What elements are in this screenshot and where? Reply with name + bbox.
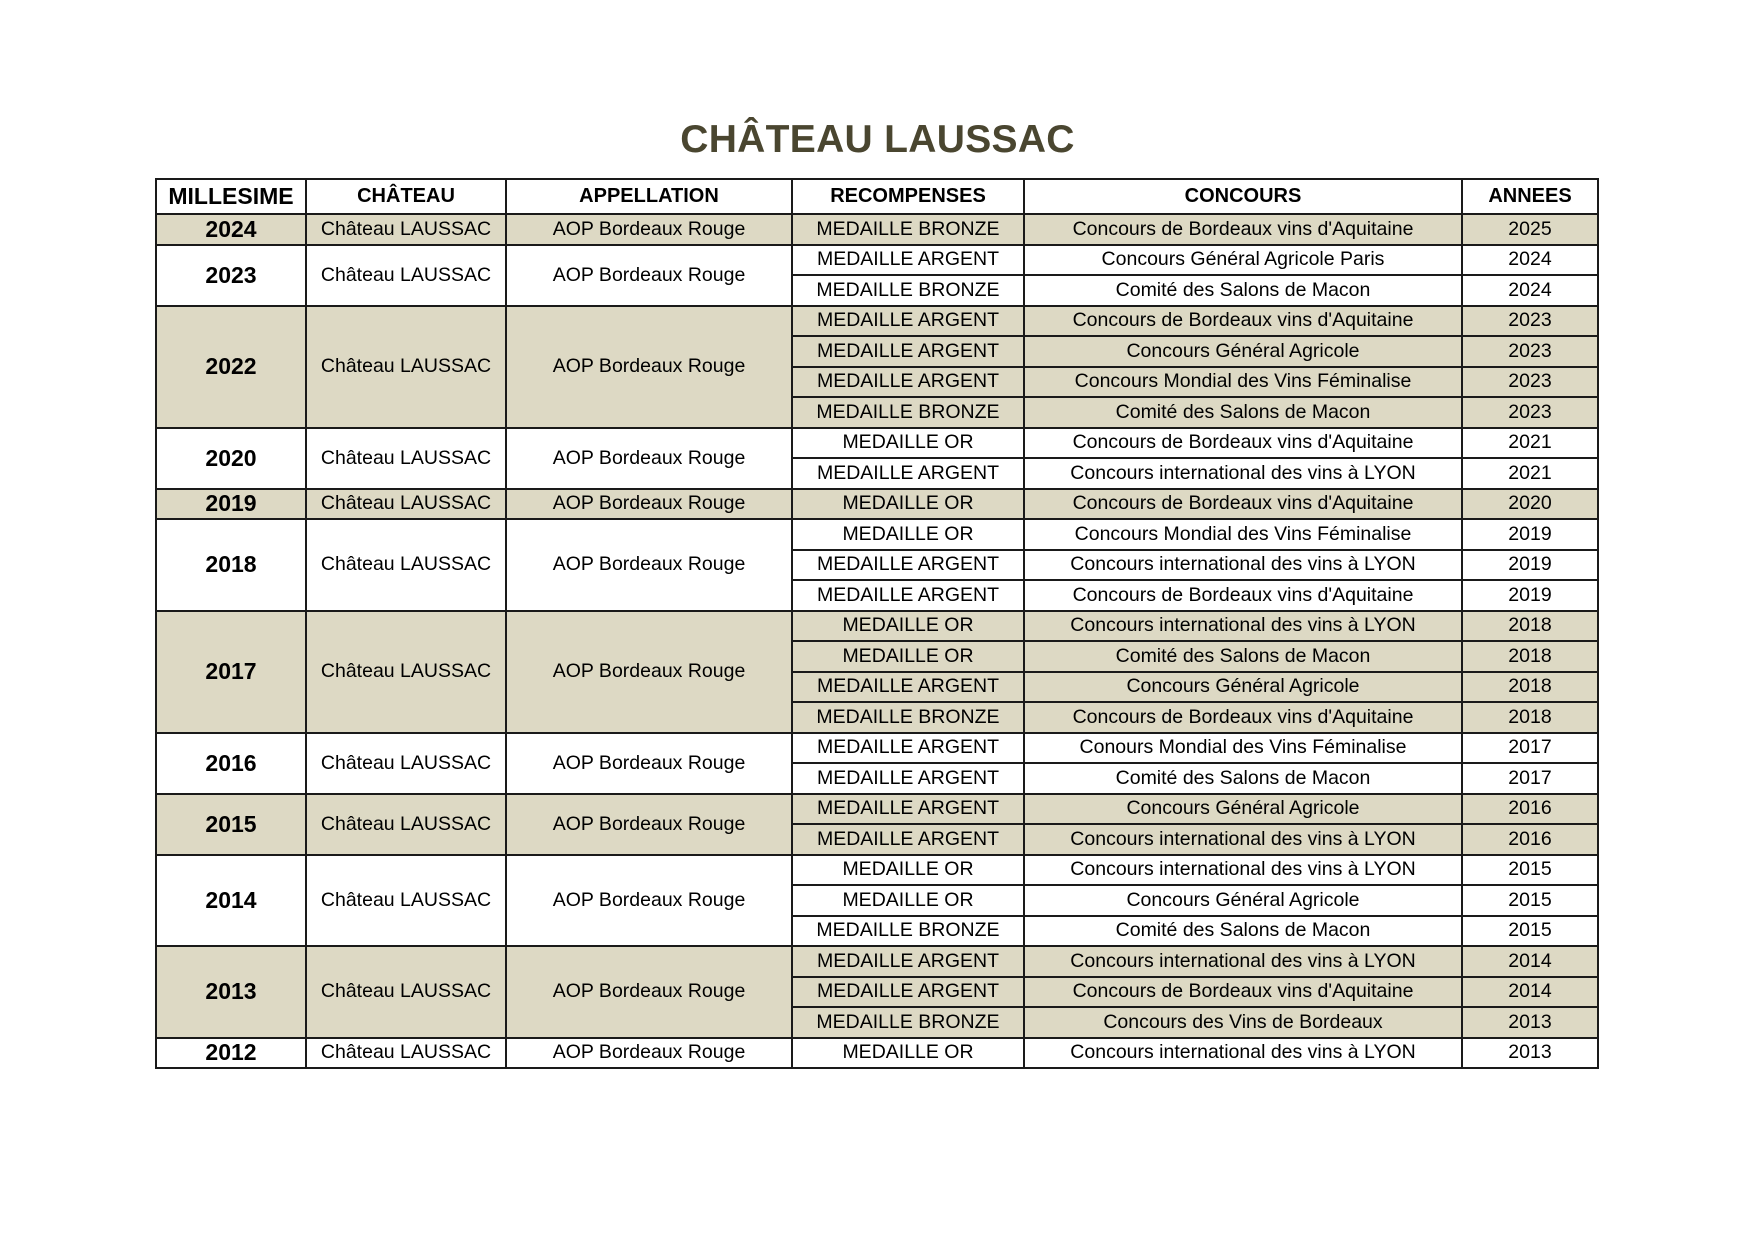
annee-cell: 2016 [1462, 794, 1598, 825]
recompense-cell: MEDAILLE ARGENT [792, 824, 1024, 855]
appellation-cell: AOP Bordeaux Rouge [506, 1038, 792, 1069]
annee-cell: 2025 [1462, 214, 1598, 245]
concours-cell: Concours international des vins à LYON [1024, 1038, 1462, 1069]
recompense-cell: MEDAILLE OR [792, 611, 1024, 642]
annee-cell: 2023 [1462, 336, 1598, 367]
header-appellation: APPELLATION [506, 179, 792, 214]
appellation-cell: AOP Bordeaux Rouge [506, 214, 792, 245]
concours-cell: Concours Général Agricole [1024, 885, 1462, 916]
annee-cell: 2017 [1462, 733, 1598, 764]
annee-cell: 2015 [1462, 916, 1598, 947]
concours-cell: Concours de Bordeaux vins d'Aquitaine [1024, 702, 1462, 733]
chateau-cell: Château LAUSSAC [306, 489, 506, 520]
table-row [156, 611, 1598, 642]
concours-cell: Concours de Bordeaux vins d'Aquitaine [1024, 489, 1462, 520]
header-chateau: CHÂTEAU [306, 179, 506, 214]
recompense-cell: MEDAILLE OR [792, 428, 1024, 459]
table-row [156, 1038, 1598, 1069]
chateau-cell: Château LAUSSAC [306, 946, 506, 1038]
annee-cell: 2014 [1462, 946, 1598, 977]
table-row [156, 428, 1598, 459]
appellation-cell: AOP Bordeaux Rouge [506, 855, 792, 947]
recompense-cell: MEDAILLE ARGENT [792, 672, 1024, 703]
concours-cell: Concours Général Agricole [1024, 672, 1462, 703]
concours-cell: Concours international des vins à LYON [1024, 611, 1462, 642]
recompense-cell: MEDAILLE ARGENT [792, 763, 1024, 794]
annee-cell: 2019 [1462, 580, 1598, 611]
annee-cell: 2018 [1462, 672, 1598, 703]
recompense-cell: MEDAILLE ARGENT [792, 794, 1024, 825]
chateau-cell: Château LAUSSAC [306, 428, 506, 489]
concours-cell: Concours international des vins à LYON [1024, 946, 1462, 977]
concours-cell: Concours de Bordeaux vins d'Aquitaine [1024, 428, 1462, 459]
chateau-cell: Château LAUSSAC [306, 855, 506, 947]
concours-cell: Concours de Bordeaux vins d'Aquitaine [1024, 306, 1462, 337]
table-header [156, 179, 1598, 214]
table-row [156, 794, 1598, 825]
table-row [156, 733, 1598, 764]
recompense-cell: MEDAILLE ARGENT [792, 977, 1024, 1008]
header-recompenses: RECOMPENSES [792, 179, 1024, 214]
annee-cell: 2015 [1462, 855, 1598, 886]
document-title: CHÂTEAU LAUSSAC [680, 118, 1075, 161]
millesime-cell: 2022 [156, 306, 306, 428]
millesime-cell: 2024 [156, 214, 306, 245]
recompense-cell: MEDAILLE ARGENT [792, 367, 1024, 398]
concours-cell: Comité des Salons de Macon [1024, 275, 1462, 306]
annee-cell: 2024 [1462, 245, 1598, 276]
concours-cell: Concours de Bordeaux vins d'Aquitaine [1024, 977, 1462, 1008]
recompense-cell: MEDAILLE ARGENT [792, 245, 1024, 276]
recompense-cell: MEDAILLE ARGENT [792, 580, 1024, 611]
recompense-cell: MEDAILLE ARGENT [792, 458, 1024, 489]
millesime-cell: 2019 [156, 489, 306, 520]
millesime-cell: 2020 [156, 428, 306, 489]
annee-cell: 2013 [1462, 1007, 1598, 1038]
annee-cell: 2018 [1462, 702, 1598, 733]
recompense-cell: MEDAILLE ARGENT [792, 946, 1024, 977]
chateau-cell: Château LAUSSAC [306, 794, 506, 855]
annee-cell: 2014 [1462, 977, 1598, 1008]
table-row [156, 489, 1598, 520]
concours-cell: Concours Mondial des Vins Féminalise [1024, 519, 1462, 550]
concours-cell: Concours des Vins de Bordeaux [1024, 1007, 1462, 1038]
recompense-cell: MEDAILLE OR [792, 855, 1024, 886]
appellation-cell: AOP Bordeaux Rouge [506, 245, 792, 306]
concours-cell: Concours Mondial des Vins Féminalise [1024, 367, 1462, 398]
recompense-cell: MEDAILLE BRONZE [792, 1007, 1024, 1038]
concours-cell: Concours international des vins à LYON [1024, 550, 1462, 581]
chateau-cell: Château LAUSSAC [306, 519, 506, 611]
recompense-cell: MEDAILLE ARGENT [792, 550, 1024, 581]
concours-cell: Comité des Salons de Macon [1024, 916, 1462, 947]
concours-cell: Comité des Salons de Macon [1024, 763, 1462, 794]
millesime-cell: 2016 [156, 733, 306, 794]
appellation-cell: AOP Bordeaux Rouge [506, 611, 792, 733]
appellation-cell: AOP Bordeaux Rouge [506, 489, 792, 520]
annee-cell: 2020 [1462, 489, 1598, 520]
concours-cell: Comité des Salons de Macon [1024, 641, 1462, 672]
annee-cell: 2016 [1462, 824, 1598, 855]
concours-cell: Concours Général Agricole [1024, 336, 1462, 367]
recompense-cell: MEDAILLE OR [792, 885, 1024, 916]
recompense-cell: MEDAILLE ARGENT [792, 306, 1024, 337]
concours-cell: Concours de Bordeaux vins d'Aquitaine [1024, 580, 1462, 611]
table-body [156, 214, 1598, 1068]
table-row [156, 306, 1598, 337]
header-annees: ANNEES [1462, 179, 1598, 214]
recompense-cell: MEDAILLE BRONZE [792, 397, 1024, 428]
header-millesime: MILLESIME [156, 179, 306, 214]
appellation-cell: AOP Bordeaux Rouge [506, 306, 792, 428]
annee-cell: 2021 [1462, 428, 1598, 459]
annee-cell: 2023 [1462, 306, 1598, 337]
millesime-cell: 2017 [156, 611, 306, 733]
chateau-cell: Château LAUSSAC [306, 611, 506, 733]
table-row [156, 519, 1598, 550]
millesime-cell: 2023 [156, 245, 306, 306]
concours-cell: Conours Mondial des Vins Féminalise [1024, 733, 1462, 764]
chateau-cell: Château LAUSSAC [306, 733, 506, 794]
recompense-cell: MEDAILLE OR [792, 489, 1024, 520]
concours-cell: Concours international des vins à LYON [1024, 458, 1462, 489]
table-row [156, 245, 1598, 276]
appellation-cell: AOP Bordeaux Rouge [506, 794, 792, 855]
table-row [156, 855, 1598, 886]
annee-cell: 2019 [1462, 519, 1598, 550]
millesime-cell: 2012 [156, 1038, 306, 1069]
appellation-cell: AOP Bordeaux Rouge [506, 428, 792, 489]
concours-cell: Concours international des vins à LYON [1024, 824, 1462, 855]
annee-cell: 2018 [1462, 641, 1598, 672]
millesime-cell: 2013 [156, 946, 306, 1038]
appellation-cell: AOP Bordeaux Rouge [506, 946, 792, 1038]
millesime-cell: 2015 [156, 794, 306, 855]
millesime-cell: 2014 [156, 855, 306, 947]
appellation-cell: AOP Bordeaux Rouge [506, 733, 792, 794]
header-concours: CONCOURS [1024, 179, 1462, 214]
concours-cell: Concours Général Agricole Paris [1024, 245, 1462, 276]
recompense-cell: MEDAILLE BRONZE [792, 275, 1024, 306]
annee-cell: 2019 [1462, 550, 1598, 581]
annee-cell: 2023 [1462, 397, 1598, 428]
appellation-cell: AOP Bordeaux Rouge [506, 519, 792, 611]
annee-cell: 2023 [1462, 367, 1598, 398]
table-row [156, 946, 1598, 977]
recompense-cell: MEDAILLE BRONZE [792, 916, 1024, 947]
awards-table [155, 178, 1599, 1069]
annee-cell: 2017 [1462, 763, 1598, 794]
concours-cell: Concours Général Agricole [1024, 794, 1462, 825]
recompense-cell: MEDAILLE ARGENT [792, 733, 1024, 764]
recompense-cell: MEDAILLE BRONZE [792, 214, 1024, 245]
concours-cell: Concours de Bordeaux vins d'Aquitaine [1024, 214, 1462, 245]
concours-cell: Concours international des vins à LYON [1024, 855, 1462, 886]
concours-cell: Comité des Salons de Macon [1024, 397, 1462, 428]
recompense-cell: MEDAILLE OR [792, 1038, 1024, 1069]
annee-cell: 2018 [1462, 611, 1598, 642]
annee-cell: 2024 [1462, 275, 1598, 306]
chateau-cell: Château LAUSSAC [306, 306, 506, 428]
recompense-cell: MEDAILLE BRONZE [792, 702, 1024, 733]
millesime-cell: 2018 [156, 519, 306, 611]
annee-cell: 2015 [1462, 885, 1598, 916]
recompense-cell: MEDAILLE OR [792, 641, 1024, 672]
annee-cell: 2021 [1462, 458, 1598, 489]
chateau-cell: Château LAUSSAC [306, 245, 506, 306]
header-row [156, 179, 1598, 214]
chateau-cell: Château LAUSSAC [306, 1038, 506, 1069]
table-row [156, 214, 1598, 245]
annee-cell: 2013 [1462, 1038, 1598, 1069]
recompense-cell: MEDAILLE OR [792, 519, 1024, 550]
chateau-cell: Château LAUSSAC [306, 214, 506, 245]
recompense-cell: MEDAILLE ARGENT [792, 336, 1024, 367]
